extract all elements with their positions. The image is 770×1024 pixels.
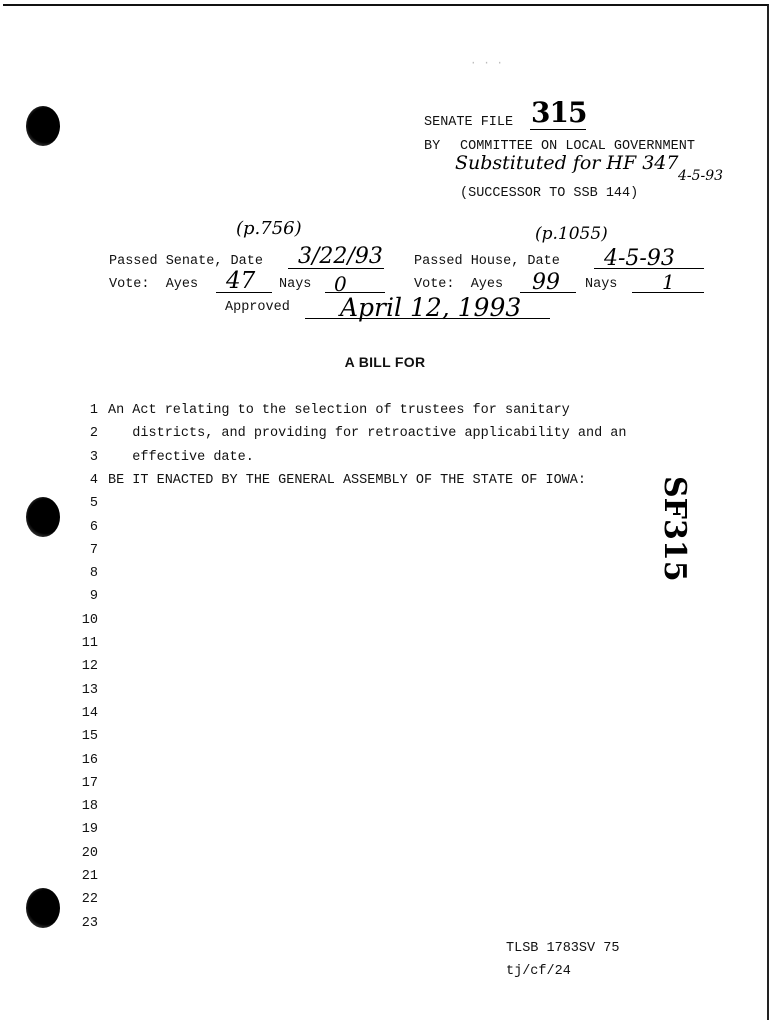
margin-note: SF315 (657, 476, 692, 582)
line-number: 22 (81, 892, 98, 907)
line-number: 14 (81, 706, 98, 721)
line-number: 8 (89, 566, 98, 581)
line-number: 18 (81, 799, 98, 814)
house-vote-label: Vote: Ayes (414, 277, 504, 292)
senate-nays: 0 (334, 272, 347, 296)
senate-file-label: SENATE FILE (424, 115, 514, 130)
successor-note: (SUCCESSOR TO SSB 144) (460, 186, 639, 201)
line-number: 10 (81, 613, 98, 628)
committee-name: COMMITTEE ON LOCAL GOVERNMENT (460, 139, 695, 154)
line-number: 6 (89, 520, 98, 535)
line-number: 12 (81, 659, 98, 674)
senate-vote-label: Vote: Ayes (109, 277, 199, 292)
line-number: 7 (89, 543, 98, 558)
approved-date: April 12, 1993 (340, 293, 522, 322)
line-number: 17 (81, 776, 98, 791)
line-number: 5 (89, 496, 98, 511)
approved-label: Approved (225, 300, 290, 315)
passed-senate-date: 3/22/93 (298, 244, 383, 269)
line-text: effective date. (108, 450, 254, 465)
footer-code: TLSB 1783SV 75 (506, 941, 620, 956)
bill-title: A BILL FOR (344, 354, 426, 370)
senate-page-note: (p.756) (236, 218, 302, 239)
line-number: 21 (81, 869, 98, 884)
senate-file-number: 315 (531, 96, 587, 129)
passed-senate-label: Passed Senate, Date (109, 254, 263, 269)
punch-hole-top (26, 106, 60, 146)
line-number: 20 (81, 846, 98, 861)
line-number: 2 (89, 426, 98, 441)
line-number: 1 (89, 403, 98, 418)
faint-stamp: · · · (470, 58, 504, 70)
line-number: 3 (89, 450, 98, 465)
punch-hole-bottom (26, 888, 60, 928)
house-ayes: 99 (532, 270, 560, 295)
line-text: BE IT ENACTED BY THE GENERAL ASSEMBLY OF THE STATE OF IOWA: (108, 473, 586, 488)
senate-ayes: 47 (226, 268, 256, 294)
line-number: 4 (89, 473, 98, 488)
house-nays: 1 (662, 270, 675, 294)
line-number: 9 (89, 589, 98, 604)
line-number: 11 (81, 636, 98, 651)
footer-initials: tj/cf/24 (506, 964, 571, 979)
substitute-date: 4-5-93 (678, 168, 724, 184)
senate-nays-label: Nays (279, 277, 312, 292)
line-number: 23 (81, 916, 98, 931)
house-page-note: (p.1055) (535, 224, 608, 244)
line-number: 13 (81, 683, 98, 698)
by-label: BY (424, 139, 441, 154)
line-number: 16 (81, 753, 98, 768)
passed-house-date: 4-5-93 (604, 246, 675, 271)
punch-hole-middle (26, 497, 60, 537)
line-text: districts, and providing for retroactive applicability and an (108, 426, 627, 441)
passed-house-label: Passed House, Date (414, 254, 560, 269)
house-nays-label: Nays (585, 277, 618, 292)
line-number: 19 (81, 822, 98, 837)
line-number: 15 (81, 729, 98, 744)
substitute-note: Substituted for HF 347 (455, 152, 679, 174)
senate-file-blank (530, 129, 586, 130)
line-text: An Act relating to the selection of trustees for sanitary (108, 403, 570, 418)
